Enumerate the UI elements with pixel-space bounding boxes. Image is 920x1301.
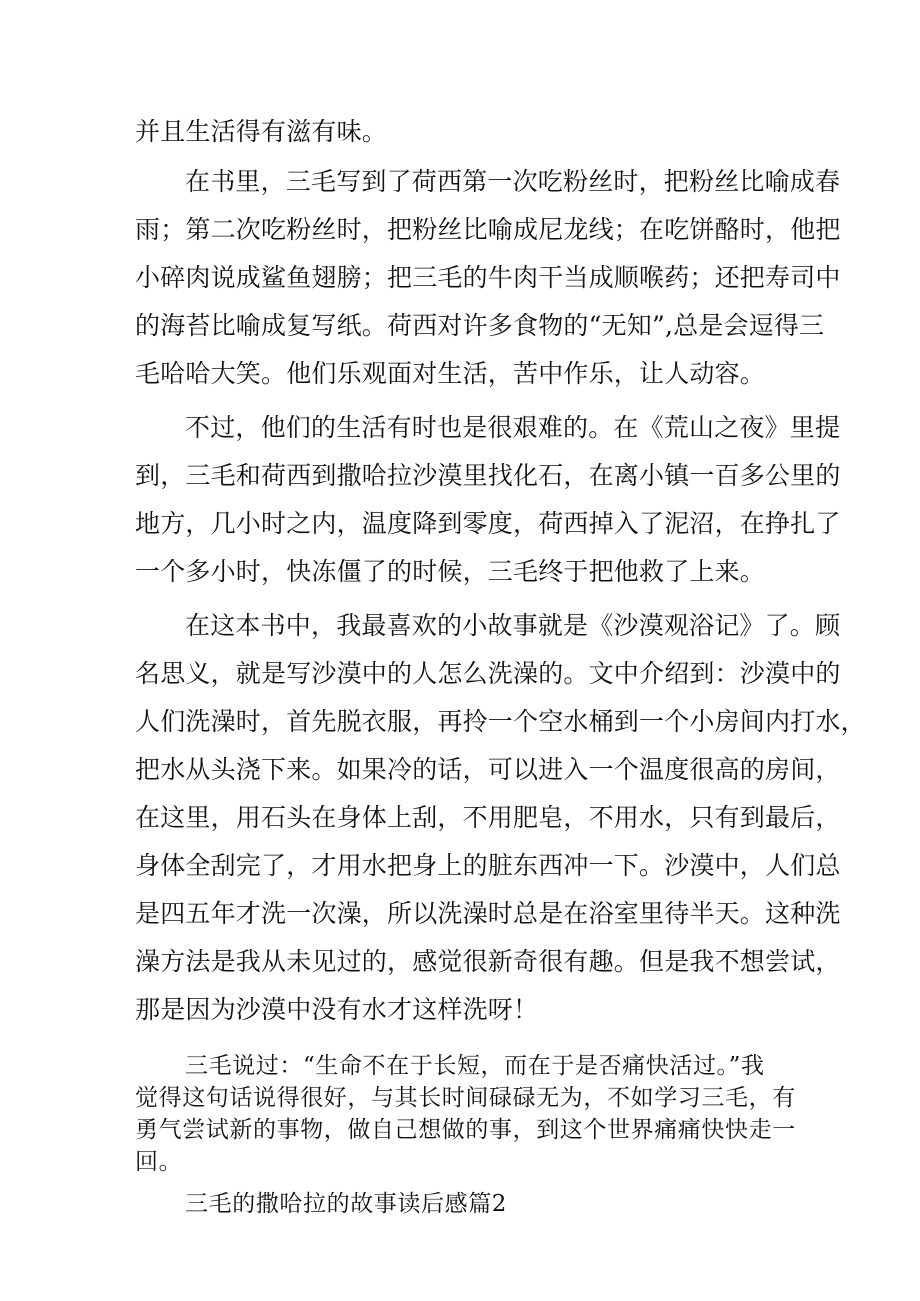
text-line: 澡方法是我从未见过的，感觉很新奇很有趣。但是我不想尝试，	[135, 947, 841, 976]
text-line: 把水从头浇下来。如果冷的话，可以进入一个温度很高的房间，	[135, 755, 841, 784]
text-line: 回。	[135, 1149, 183, 1175]
text-line: 毛哈哈大笑。他们乐观面对生活，苦中作乐，让人动容。	[135, 359, 766, 388]
text-line: 在这本书中，我最喜欢的小故事就是《沙漠观浴记》了。顾	[185, 611, 841, 640]
text-line: 的海苔比喻成复写纸。荷西对许多食物的“无知”,总是会逗得三	[135, 311, 825, 340]
text-line: 雨；第二次吃粉丝时，把粉丝比喻成尼龙线；在吃饼酪时，他把	[135, 215, 841, 244]
text-line: 那是因为沙漠中没有水才这样洗呀！	[135, 995, 539, 1024]
text-line: 小碎肉说成鲨鱼翅膀；把三毛的牛肉干当成顺喉药；还把寿司中	[135, 263, 841, 292]
text-line: 不过，他们的生活有时也是很艰难的。在《荒山之夜》里提	[185, 413, 841, 442]
text-line: 三毛说过：“生命不在于长短，而在于是否痛快活过。”我	[185, 1053, 765, 1079]
text-line: 勇气尝试新的事物，做自己想做的事，到这个世界痛痛快快走一	[135, 1117, 796, 1143]
text-line: 是四五年才洗一次澡，所以洗澡时总是在浴室里待半天。这种洗	[135, 899, 841, 928]
text-line: 地方，几小时之内，温度降到零度，荷西掉入了泥沼，在挣扎了	[135, 509, 841, 538]
section-heading: 三毛的撒哈拉的故事读后感篇2	[185, 1191, 508, 1217]
text-line: 一个多小时，快冻僵了的时候，三毛终于把他救了上来。	[135, 557, 766, 586]
text-line: 身体全刮完了，才用水把身上的脏东西冲一下。沙漠中，人们总	[135, 851, 841, 880]
text-line: 并且生活得有滋有味。	[135, 117, 388, 146]
text-line: 觉得这句话说得很好，与其长时间碌碌无为，不如学习三毛，有	[135, 1085, 796, 1111]
text-line: 名思义，就是写沙漠中的人怎么洗澡的。文中介绍到：沙漠中的	[135, 659, 841, 688]
text-line: 在书里，三毛写到了荷西第一次吃粉丝时，把粉丝比喻成春	[185, 167, 841, 196]
text-line: 人们洗澡时，首先脱衣服，再拎一个空水桶到一个小房间内打水，	[135, 707, 866, 736]
text-line: 到，三毛和荷西到撒哈拉沙漠里找化石，在离小镇一百多公里的	[135, 461, 841, 490]
text-line: 在这里，用石头在身体上刮，不用肥皂，不用水，只有到最后，	[135, 803, 841, 832]
